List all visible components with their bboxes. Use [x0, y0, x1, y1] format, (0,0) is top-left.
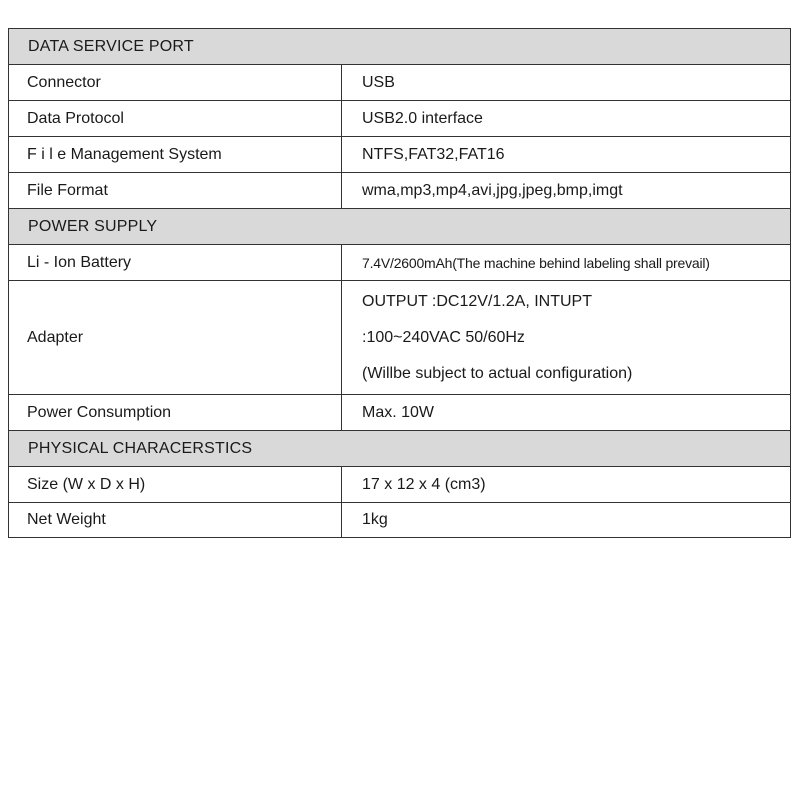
row-value: NTFS,FAT32,FAT16 [362, 145, 505, 163]
row-label: Net Weight [9, 503, 342, 537]
adapter-line: :100~240VAC 50/60Hz [362, 328, 525, 346]
section-title: DATA SERVICE PORT [28, 37, 194, 55]
row-value: Max. 10W [362, 403, 435, 421]
row-value: 1kg [362, 511, 388, 528]
row-label: Size (W x D x H) [9, 467, 342, 502]
section-header-physical [9, 431, 790, 467]
adapter-line: OUTPUT :DC12V/1.2A, INTUPT [362, 292, 592, 310]
section-header-power-supply [9, 209, 790, 245]
row-value: 17 x 12 x 4 (cm3) [362, 475, 486, 493]
table-row-battery [9, 245, 790, 281]
table-row-net-weight [9, 503, 790, 537]
row-label: Data Protocol [9, 101, 342, 136]
table-row-size [9, 467, 790, 503]
row-value: wma,mp3,mp4,avi,jpg,jpeg,bmp,imgt [362, 181, 623, 199]
table-row-file-format [9, 173, 790, 209]
row-value-multiline [342, 281, 790, 394]
row-label: Li - Ion Battery [9, 245, 342, 280]
table-row-power-consumption [9, 395, 790, 431]
table-row-connector [9, 65, 790, 101]
section-title: POWER SUPPLY [28, 217, 158, 235]
adapter-line: (Willbe subject to actual configuration) [362, 364, 633, 382]
row-label: Power Consumption [9, 395, 342, 430]
row-label: Connector [9, 65, 342, 100]
table-row-file-system [9, 137, 790, 173]
row-label: File Format [9, 173, 342, 208]
table-row-adapter [9, 281, 790, 395]
row-label: Adapter [9, 281, 342, 394]
table-row-data-protocol [9, 101, 790, 137]
spec-table [8, 28, 791, 538]
section-title: PHYSICAL CHARACERSTICS [28, 439, 253, 457]
row-value: USB [362, 73, 395, 91]
section-header-data-service-port [9, 29, 790, 65]
row-label: F i l e Management System [9, 137, 342, 172]
row-value: USB2.0 interface [362, 109, 483, 127]
row-value: 7.4V/2600mAh(The machine behind labeling shall prevail) [362, 254, 710, 271]
